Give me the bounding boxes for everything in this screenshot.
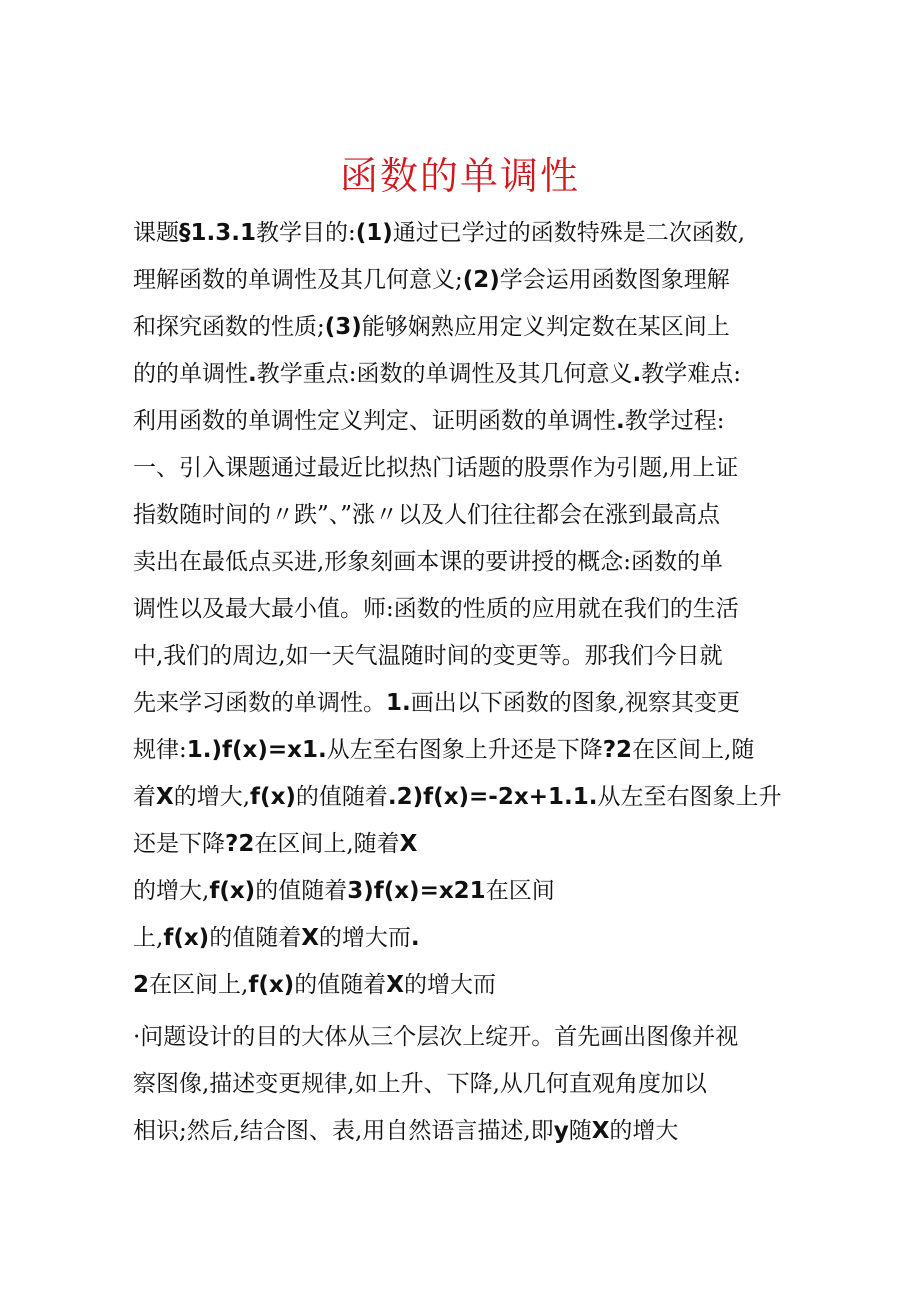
paragraph-line: 和探究函数的性质;(3)能够娴熟应用定义判定数在某区间上 [133,314,730,340]
paragraph-line: 中,我们的周边,如一天气温随时间的变更等。那我们今日就 [133,643,723,669]
paragraph-line: 调性以及最大最小值。师:函数的性质的应用就在我们的生活 [133,596,739,622]
paragraph-line: 课题§1.3.1教学目的:(1)通过已学过的函数特殊是二次函数, [133,220,746,246]
paragraph-line: 利用函数的单调性定义判定、证明函数的单调性.教学过程: [133,408,725,434]
paragraph-line: 指数随时间的〃跌”、”涨〃以及人们往往都会在涨到最高点 [133,502,721,528]
paragraph-line: 察图像,描述变更规律,如上升、下降,从几何直观角度加以 [133,1071,707,1097]
paragraph-line: 2在区间上,f(x)的值随着X的增大而 [133,972,496,998]
paragraph-line: 卖出在最低点买进,形象刻画本课的要讲授的概念:函数的单 [133,549,724,575]
paragraph-line: 相识;然后,结合图、表,用自然语言描述,即y随X的增大 [133,1118,679,1144]
paragraph-line: 的的单调性.教学重点:函数的单调性及其几何意义.教学难点: [133,361,741,387]
document-body [133,210,793,1155]
paragraph-line: 还是下降?2在区间上,随着X [133,831,418,857]
paragraph-line: 一、引入课题通过最近比拟热门话题的股票作为引题,用上证 [133,455,739,481]
paragraph-line: 理解函数的单调性及其几何意义;(2)学会运用函数图象理解 [133,267,730,293]
paragraph-line: 规律:1.)f(x)=x1.从左至右图象上升还是下降?2在区间上,随 [133,737,755,763]
paragraph-line: ·问题设计的目的大体从三个层次上绽开。首先画出图像并视 [133,1024,739,1050]
paragraph-line: 先来学习函数的单调性。1.画出以下函数的图象,视察其变更 [133,690,741,716]
paragraph-line: 的增大,f(x)的值随着3)f(x)=x21在区间 [133,878,555,904]
document-title: 函数的单调性 [339,154,580,198]
paragraph-line: 着X的增大,f(x)的值随着.2)f(x)=-2x+1.1.从左至右图象上升 [133,784,782,810]
paragraph-line: 上,f(x)的值随着X的增大而. [133,925,420,951]
